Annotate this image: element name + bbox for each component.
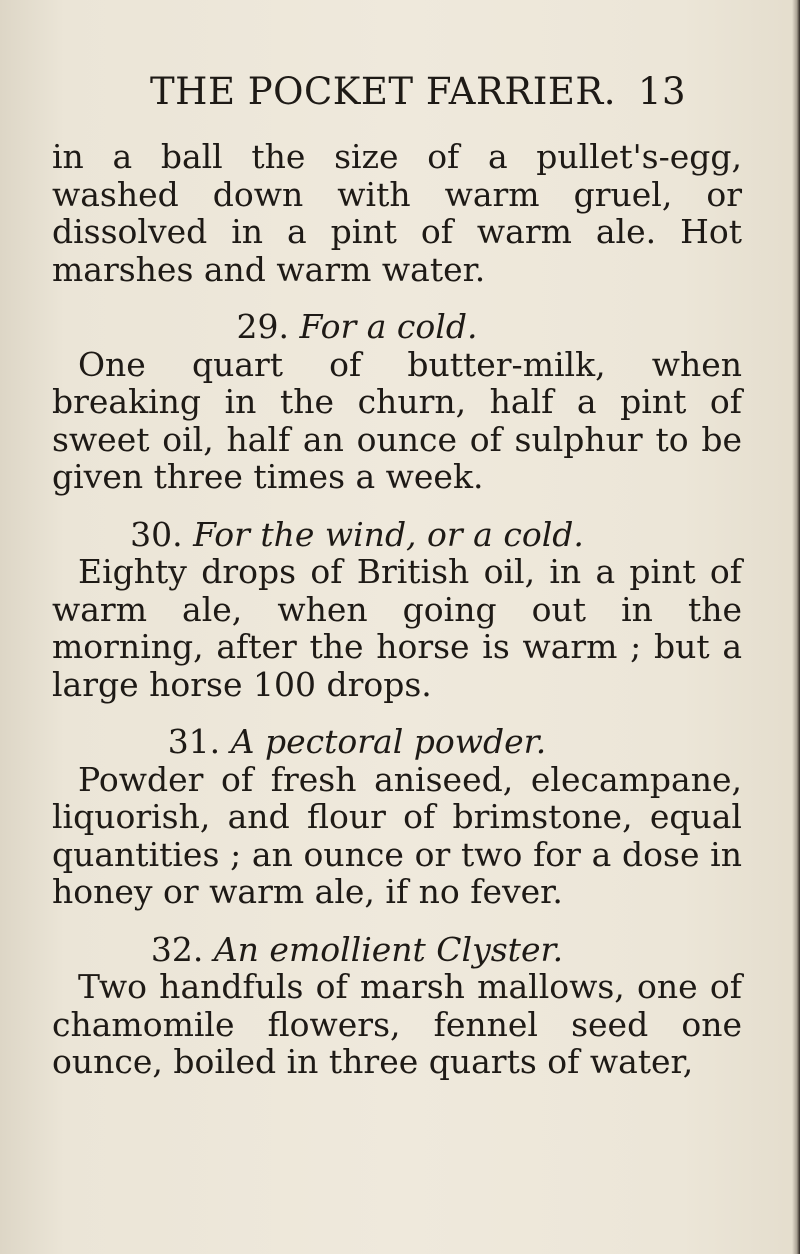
page-body (52, 138, 742, 1081)
page-number: 13 (637, 70, 687, 113)
recipe-32 (52, 931, 742, 1081)
recipe-30 (52, 516, 742, 704)
continuation-paragraph: in a ball the size of a pullet's-egg, washed down with warm gruel, or dissolved in a pint of warm ale. Hot marshes and warm water. (52, 137, 742, 289)
recipe-number: 29. (236, 307, 290, 346)
running-header (150, 70, 790, 113)
recipe-heading (52, 931, 742, 969)
recipe-title: For a cold. (299, 307, 478, 346)
recipe-number: 32. (150, 929, 204, 969)
recipe-title: For the wind, or a cold. (193, 514, 584, 554)
recipe-title: An emollient Clyster. (213, 929, 564, 969)
recipe-text: Two handfuls of marsh mallows, one of chamomile flowers, fennel seed one ounce, boiled in three quarts of water, (52, 967, 742, 1081)
recipe-number: 30. (130, 514, 183, 554)
recipe-31 (52, 723, 742, 911)
recipe-text: One quart of butter-milk, when breaking in the churn, half a pint of sweet oil, half an ounce of sulphur to be given three times a week. (52, 344, 742, 496)
recipe-heading (52, 723, 742, 761)
recipe-title: A pectoral powder. (230, 722, 547, 761)
page-binding-edge (792, 0, 800, 1254)
running-header-title: THE POCKET FARRIER. (150, 70, 616, 113)
recipe-number: 31. (167, 722, 221, 761)
recipe-text: Powder of fresh aniseed, elecampane, liquorish, and flour of brimstone, equal quantities ; an ounce or two for a dose in honey or warm ale, if no fever. (52, 759, 742, 911)
recipe-heading (52, 516, 742, 554)
recipe-29 (52, 308, 742, 496)
recipe-text: Eighty drops of British oil, in a pint of warm ale, when going out in the morning, after the horse is warm ; but a large horse 100 drops. (52, 552, 742, 704)
recipe-heading (52, 308, 742, 346)
